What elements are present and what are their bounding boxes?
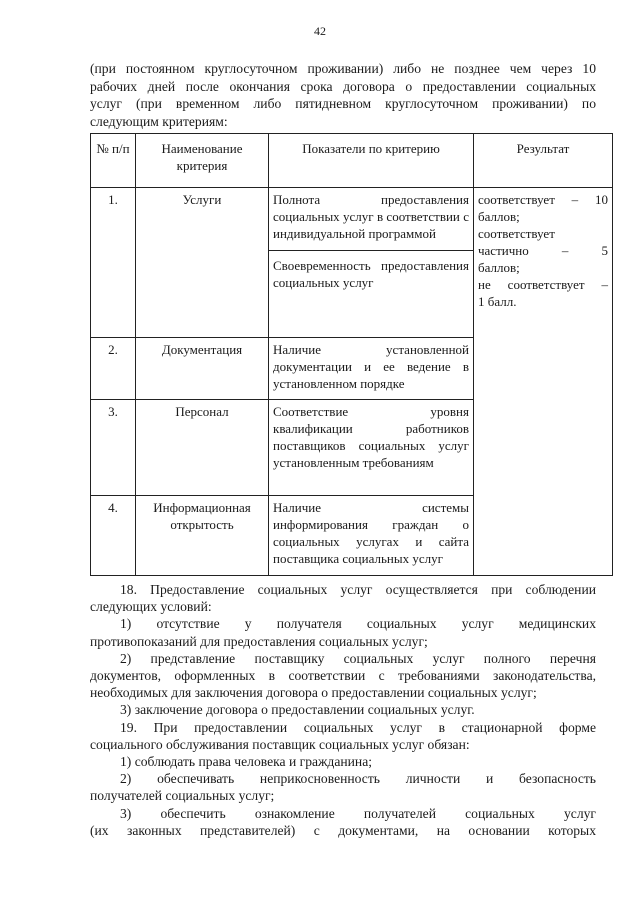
row-num: 4.: [91, 496, 136, 576]
intro-line: рабочих дней после окончания срока договора о предоставлении социальных: [90, 78, 596, 94]
body-line: 2) обеспечивать неприкосновенность личности и безопасность: [120, 771, 596, 787]
result-line: баллов;: [478, 260, 520, 275]
row-num: 3.: [91, 400, 136, 496]
intro-line: (при постоянном круглосуточном проживании) либо не позднее чем через 10: [90, 61, 596, 76]
row-num: 2.: [91, 338, 136, 400]
header-indicators: Показатели по критерию: [269, 134, 474, 188]
body-line: документов, оформленных в соответствии с требованиями законодательства,: [90, 668, 596, 684]
intro-line: услуг (при временном либо пятидневном круглосуточном проживании) по: [90, 96, 596, 111]
body-line: 3) заключение договора о предоставлении социальных услуг.: [120, 702, 475, 718]
result-cell: [474, 188, 613, 576]
table-header-row: [91, 134, 613, 188]
body-line: 18. Предоставление социальных услуг осуществляется при соблюдении: [120, 582, 596, 597]
body-line: социального обслуживания поставщик социальных услуг обязан:: [90, 736, 470, 752]
indicator-text: Соответствие уровня квалификации работников поставщиков социальных услуг установленным требованиям: [269, 400, 474, 496]
criteria-table: [90, 133, 613, 576]
row-criterion-name: Документация: [136, 338, 269, 400]
header-num: № п/п: [91, 134, 136, 188]
intro-line: следующим критериям:: [90, 113, 228, 129]
result-line: соответствует: [478, 226, 555, 241]
row-indicators: [269, 188, 474, 338]
indicator-text: Своевременность предоставления социальных услуг: [269, 250, 473, 293]
result-line: 1 балл.: [478, 294, 517, 309]
body-line: необходимых для заключения договора о предоставлении социальных услуг;: [90, 685, 537, 701]
body-line: 1) соблюдать права человека и гражданина;: [120, 754, 373, 770]
result-line: баллов;: [478, 209, 520, 224]
intro-paragraph: [90, 60, 596, 130]
body-line: 19. При предоставлении социальных услуг в стационарной форме: [120, 719, 596, 735]
result-line: соответствует – 10: [478, 192, 608, 207]
body-line: (их законных представителей) с документами, на основании которых: [90, 822, 596, 838]
row-criterion-name: Информационная открытость: [136, 496, 269, 576]
result-line: частично – 5: [478, 243, 608, 258]
result-line: не соответствует –: [478, 277, 608, 292]
body-line: получателей социальных услуг;: [90, 788, 275, 804]
body-text: [90, 581, 596, 839]
indicator-text: Полнота предоставления социальных услуг в соответствии с индивидуальной программой: [273, 192, 469, 241]
body-line: 2) представление поставщику социальных услуг полного перечня: [120, 650, 596, 666]
indicator-text: Наличие установленной документации и ее ведение в установленном порядке: [269, 338, 474, 400]
body-line: 1) отсутствие у получателя социальных услуг медицинских: [120, 616, 596, 632]
row-criterion-name: Услуги: [136, 188, 269, 338]
header-criterion-name: Наименование критерия: [136, 134, 269, 188]
body-line: 3) обеспечить ознакомление получателей социальных услуг: [120, 805, 596, 821]
header-result: Результат: [474, 134, 613, 188]
body-line: противопоказаний для предоставления социальных услуг;: [90, 633, 428, 649]
table-row: [91, 188, 613, 338]
indicator-text: Наличие системы информирования граждан о социальных услугах и сайта поставщика социальных услуг: [269, 496, 474, 576]
page-number: 42: [314, 24, 326, 38]
row-num: 1.: [91, 188, 136, 338]
row-criterion-name: Персонал: [136, 400, 269, 496]
body-line: следующих условий:: [90, 599, 212, 615]
